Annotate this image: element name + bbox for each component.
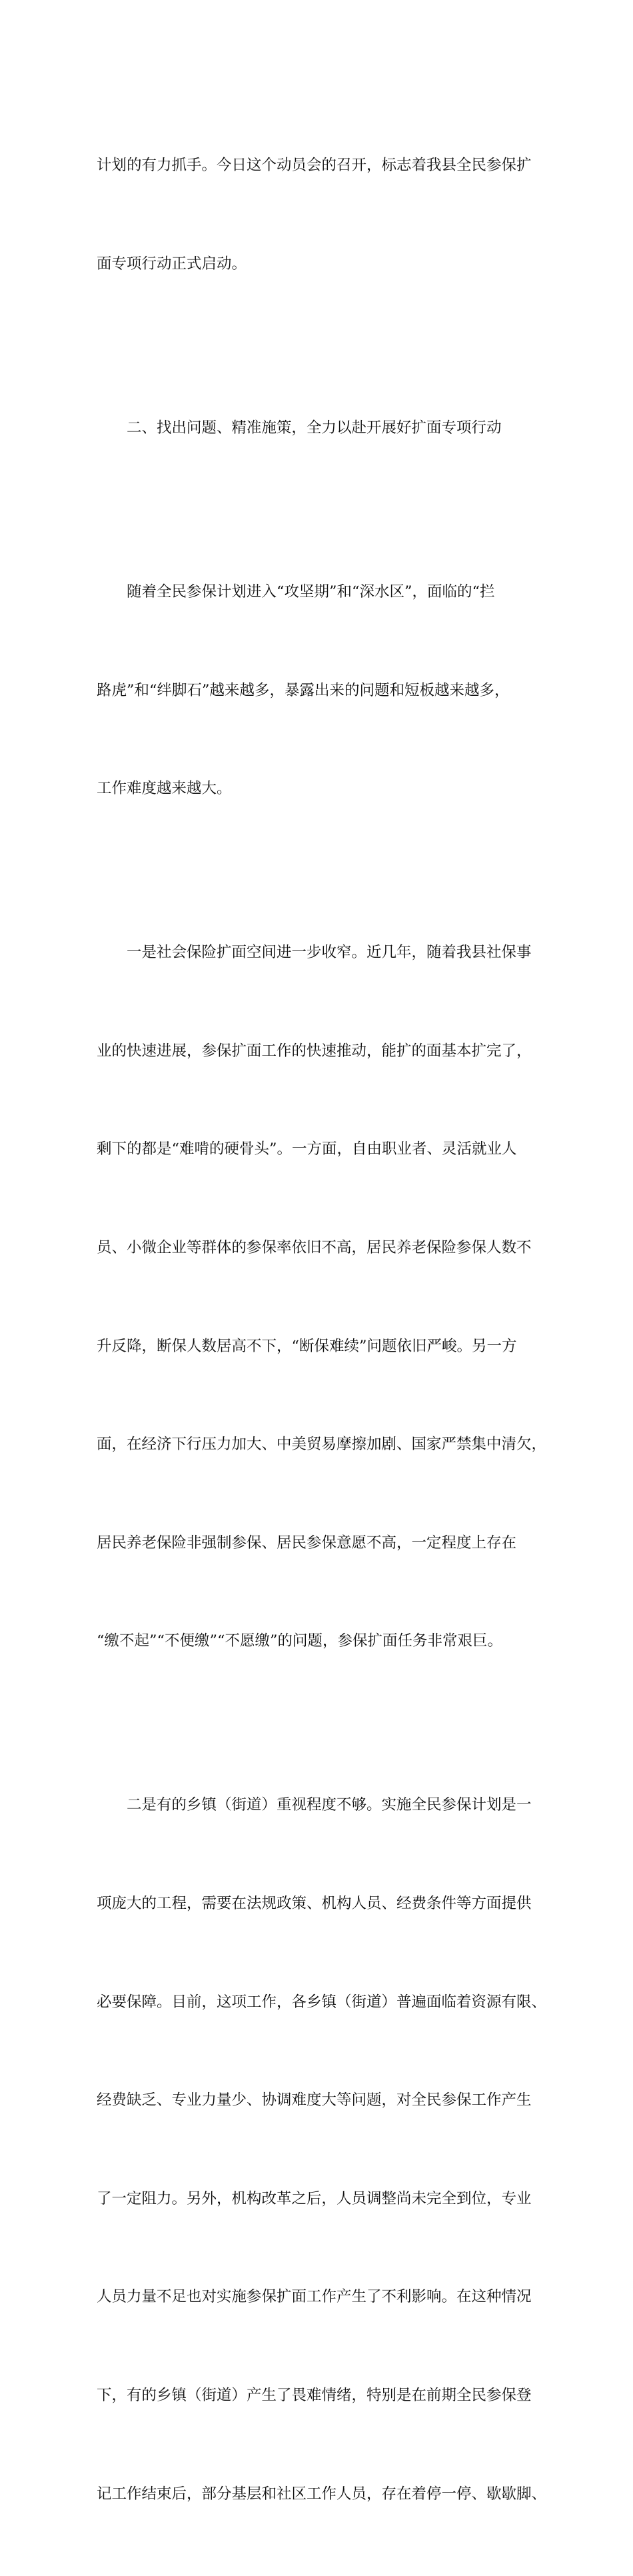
text-line: 一是社会保险扩面空间进一步收窄。近几年，随着我县社保事 — [97, 944, 532, 962]
text-line: 必要保障。目前，这项工作，各乡镇（街道）普遍面临着资源有限、 — [97, 1993, 547, 2011]
text-line: 计划的有力抓手。今日这个动员会的召开，标志着我县全民参保扩 — [97, 157, 532, 175]
text-line: 员、小微企业等群体的参保率依旧不高，居民养老保险参保人数不 — [97, 1238, 532, 1256]
text-line: 随着全民参保计划进入“攻坚期”和“深水区”，面临的“拦 — [97, 583, 495, 601]
text-line: 记工作结束后，部分基层和社区工作人员，存在着停一停、歇歇脚、 — [97, 2485, 547, 2503]
text-line: “缴不起”“不便缴”“不愿缴”的问题，参保扩面任务非常艰巨。 — [97, 1632, 503, 1650]
text-line: 面专项行动正式启动。 — [97, 255, 247, 273]
text-line: 工作难度越来越大。 — [97, 780, 232, 798]
text-line: 人员力量不足也对实施参保扩面工作产生了不利影响。在这种情况 — [97, 2288, 532, 2306]
paragraph-1 — [97, 84, 550, 347]
section-heading — [97, 347, 550, 511]
text-line: 业的快速进展，参保扩面工作的快速推动，能扩的面基本扩完了， — [97, 1042, 532, 1060]
text-line: 下，有的乡镇（街道）产生了畏难情绪，特别是在前期全民参保登 — [97, 2386, 532, 2404]
paragraph-3 — [97, 511, 550, 871]
paragraph-5 — [97, 1724, 550, 2576]
text-line: 项庞大的工程，需要在法规政策、机构人员、经费条件等方面提供 — [97, 1894, 532, 1912]
text-line: 面，在经济下行压力加大、中美贸易摩擦加剧、国家严禁集中清欠， — [97, 1436, 547, 1454]
text-line: 升反降，断保人数居高不下，“断保难续”问题依旧严峻。另一方 — [97, 1337, 517, 1355]
text-line: 路虎”和“绊脚石”越来越多，暴露出来的问题和短板越来越多， — [97, 681, 510, 699]
text-line: 了一定阻力。另外，机构改革之后，人员调整尚未完全到位，专业 — [97, 2189, 532, 2207]
text-line: 经费缺乏、专业力量少、协调难度大等问题，对全民参保工作产生 — [97, 2091, 532, 2109]
text-line: 二、找出问题、精准施策，全力以赴开展好扩面专项行动 — [97, 419, 502, 437]
document-body — [97, 84, 550, 2576]
text-line: 剩下的都是“难啃的硬骨头”。一方面，自由职业者、灵活就业人 — [97, 1140, 517, 1158]
paragraph-4 — [97, 871, 550, 1724]
text-line: 二是有的乡镇（街道）重视程度不够。实施全民参保计划是一 — [97, 1796, 532, 1814]
text-line: 居民养老保险非强制参保、居民参保意愿不高，一定程度上存在 — [97, 1534, 517, 1552]
